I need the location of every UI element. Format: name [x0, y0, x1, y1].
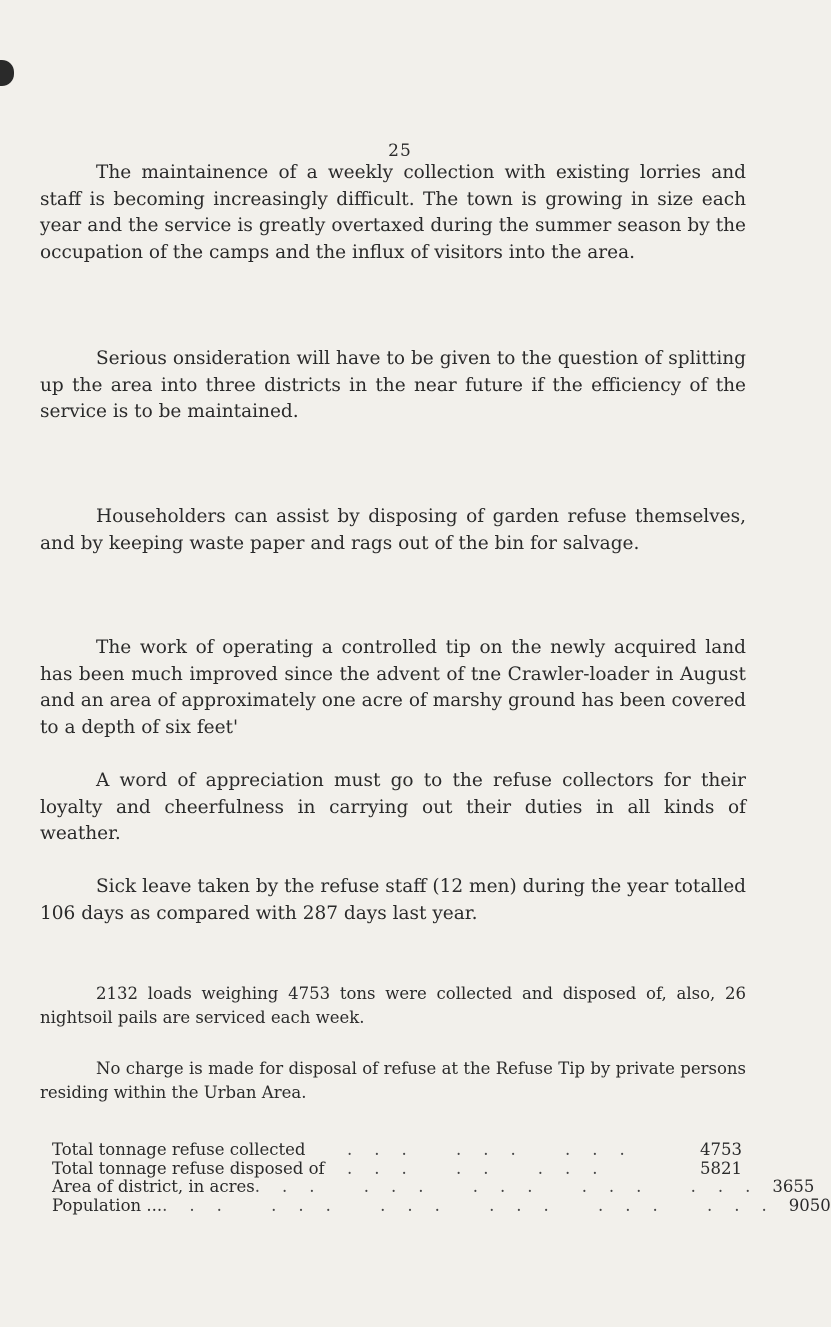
paragraph-splitting-area [40, 346, 746, 426]
stat-leader-dots: ... ... ... [347, 1140, 647, 1159]
page-number: 25 [388, 141, 412, 161]
paragraph-text: A word of appreciation must go to the refuse collectors for their loyalty and cheerfulness in carrying out their duties in all kinds of weather. [40, 770, 746, 844]
paragraph-text: Serious onsideration will have to be given to the question of splitting up the area into three districts in the near future if the efficiency of the service is to be maintained. [40, 348, 746, 422]
paragraph-collection-difficulty [40, 160, 746, 266]
paragraph-controlled-tip [40, 635, 746, 741]
binding-hole-mark [0, 60, 14, 86]
stat-leader-dots: ... .. ... [347, 1158, 620, 1178]
stat-value: 9050 [788, 1195, 831, 1215]
stat-leader-dots: ... ... ... ... ... [254, 1177, 773, 1196]
stat-row-tonnage-disposed [52, 1160, 742, 1179]
paragraph-appreciation [40, 768, 746, 848]
paragraph-householders [40, 504, 746, 557]
paragraph-text: Householders can assist by disposing of garden refuse themselves, and by keeping waste paper and rags out of the bin for salvage. [40, 506, 746, 554]
stat-label: Total tonnage refuse disposed of [52, 1158, 325, 1178]
stat-label: Area of district, in acres [52, 1177, 255, 1196]
stat-row-area [52, 1177, 815, 1197]
stat-value: 3655 [772, 1177, 815, 1196]
paragraph-text: Sick leave taken by the refuse staff (12 men) during the year totalled 106 days as compared with 287 days last year. [40, 876, 746, 924]
paragraph-text: The maintainence of a weekly collection with existing lorries and staff is becoming increasingly difficult. The town is growing in size each year and the service is greatly overtaxed during the summer season by the occupation of the camps and the influx of visitors into the area. [40, 162, 746, 263]
paragraph-loads [40, 982, 746, 1030]
paragraph-text: No charge is made for disposal of refuse at the Refuse Tip by private persons residing within the Urban Area. [40, 1059, 746, 1102]
stat-label: Population ... [52, 1195, 163, 1215]
paragraph-no-charge [40, 1057, 746, 1105]
stat-label: Total tonnage refuse collected [52, 1140, 306, 1159]
stat-leader-dots: ... ... ... ... ... ... [162, 1195, 789, 1215]
statistics-table [52, 1140, 831, 1215]
stat-value: 4753 [700, 1140, 742, 1159]
stat-row-tonnage-collected [52, 1141, 742, 1160]
paragraph-text: The work of operating a controlled tip on the newly acquired land has been much improved since the advent of tne Crawler-loader in August and an area of approximately one acre of marshy ground has been covered to a depth of six feet' [40, 637, 746, 738]
paragraph-sick-leave [40, 874, 746, 927]
stat-value: 5821 [700, 1158, 742, 1178]
stat-row-population [52, 1195, 831, 1216]
paragraph-text: 2132 loads weighing 4753 tons were collected and disposed of, also, 26 nightsoil pails are serviced each week. [40, 984, 746, 1027]
